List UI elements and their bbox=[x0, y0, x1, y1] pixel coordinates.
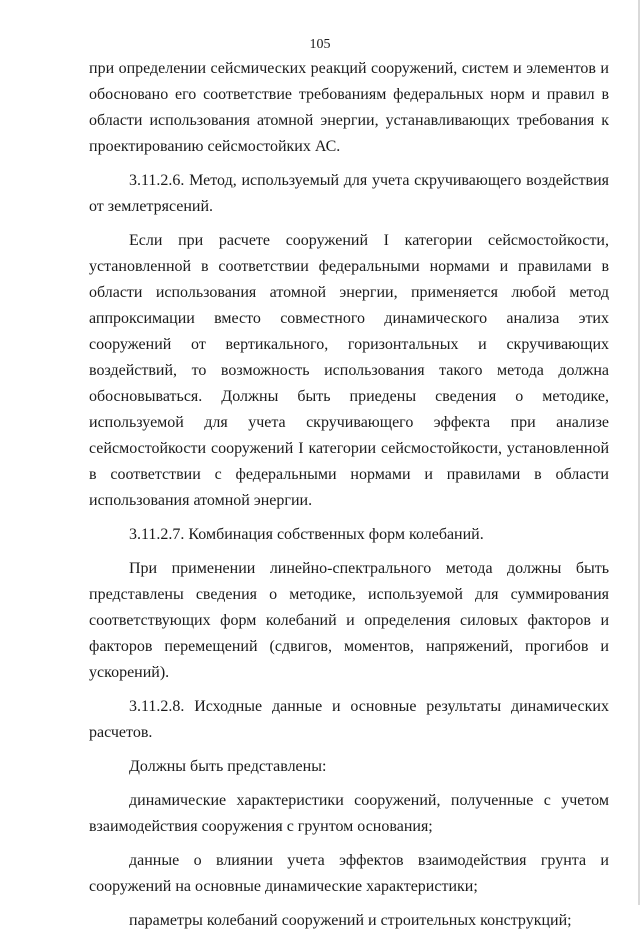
list-item-soil-interaction-effects: данные о влиянии учета эффектов взаимодействия грунта и сооружений на основные динамические характеристики; bbox=[89, 852, 609, 895]
page-number: 105 bbox=[309, 37, 331, 52]
paragraph-torsion-method: Если при расчете сооружений I категории сейсмостойкости, установленной в соответствии федеральными нормами и правилами в области использования атомной энергии, применяется любой метод аппроксимации вместо совместного динамического анализа этих сооружений от вертикального, горизонтальных и скручивающих воздействий, то возможность использования такого метода должна обосновываться. Должны быть приедены сведения о методике, используемой для учета скручивающего эффекта при анализе сейсмостойкости сооружений I категории сейсмостойкости, установленной в соответствии с федеральными нормами и правилами в области использования атомной энергии. bbox=[89, 232, 609, 509]
section-heading-3-11-2-7: 3.11.2.7. Комбинация собственных форм колебаний. bbox=[129, 526, 484, 543]
paragraph-mode-combination: При применении линейно-спектрального метода должны быть представлены сведения о методике, используемой для суммирования соответствующих форм колебаний и определения силовых факторов и факторов перемещений (сдвигов, моментов, напряжений, прогибов и ускорений). bbox=[89, 560, 609, 681]
paragraph-continuation: при определении сейсмических реакций сооружений, систем и элементов и обосновано его соответствие требованиям федеральных норм и правил в области использования атомной энергии, устанавливающих требования к проектированию сейсмостойких АС. bbox=[89, 60, 609, 155]
section-heading-3-11-2-8: 3.11.2.8. Исходные данные и основные результаты динамических расчетов. bbox=[89, 698, 609, 741]
list-item-dynamic-characteristics: динамические характеристики сооружений, полученные с учетом взаимодействия сооружения с грунтом основания; bbox=[89, 792, 609, 835]
list-item-vibration-parameters: параметры колебаний сооружений и строительных конструкций; bbox=[129, 912, 572, 929]
section-heading-3-11-2-6: 3.11.2.6. Метод, используемый для учета скручивающего воздействия от землетрясений. bbox=[89, 172, 609, 215]
body-text bbox=[89, 56, 609, 942]
paragraph-must-present: Должны быть представлены: bbox=[129, 758, 327, 775]
